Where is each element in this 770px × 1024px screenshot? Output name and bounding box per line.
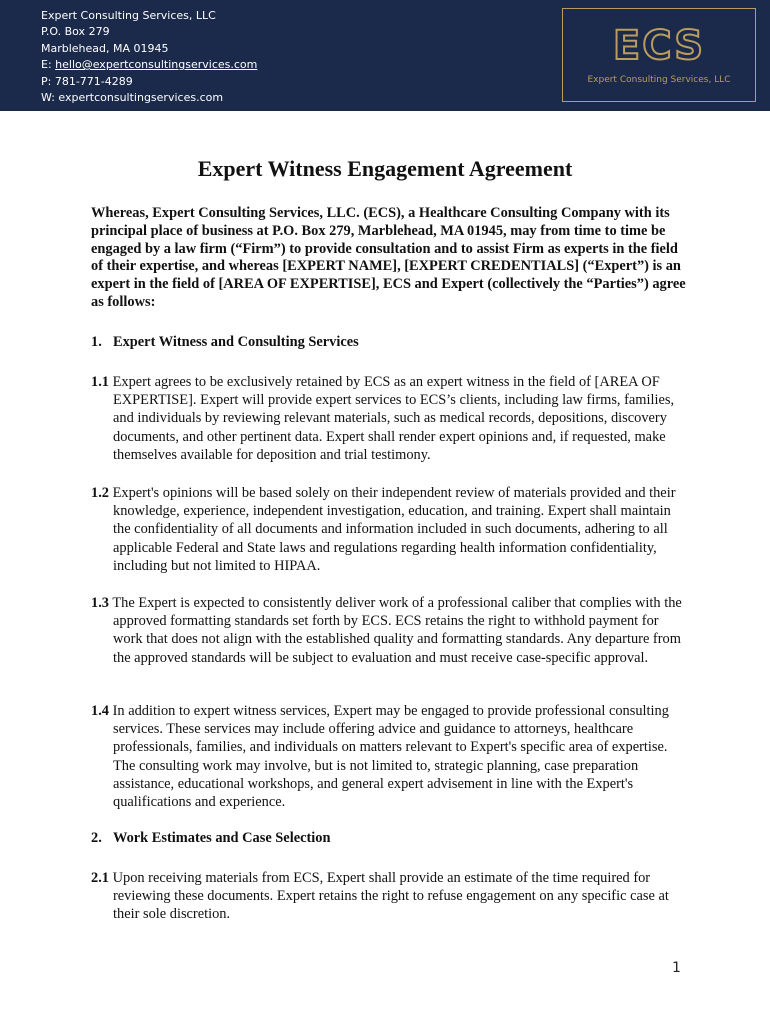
clause-1-3-text: The Expert is expected to consistently deliver work of a professional caliber that complies with the approved formatting standards set forth by ECS. ECS retains the right to withhold payment for work that does not align with the established quality and formatting standards. Any departure from the approved standards will be subject to evaluation and must receive case-specific approval.	[112, 595, 682, 666]
clause-1-1	[91, 373, 689, 464]
clause-1-1-text: Expert agrees to be exclusively retained by ECS as an expert witness in the field of [AREA OF EXPERTISE]. Expert will provide expert services to ECS’s clients, including law firms, families, and individuals by reviewing relevant materials, such as medical records, depositions, discovery documents, and other pertinent data. Expert shall render expert opinions and, if requested, make themselves available for deposition and trial testimony.	[112, 374, 675, 463]
po-box: P.O. Box 279	[41, 25, 110, 39]
section-1-title: Expert Witness and Consulting Services	[113, 334, 359, 350]
clause-1-4-text: In addition to expert witness services, Expert may be engaged to provide professional consulting services. These services may include offering advice and guidance to attorneys, healthcare professionals, families, and individuals on matters relevant to Expert's specific area of expertise. The consulting work may involve, but is not limited to, strategic planning, case preparation assistance, educational workshops, and general expert advisement in line with the Expert's qualifications and experience.	[112, 703, 669, 811]
section-2-number: 2.	[91, 830, 102, 846]
clause-1-4-number: 1.4	[91, 703, 109, 719]
section-2-heading	[91, 830, 330, 847]
email-line	[41, 57, 257, 73]
clause-2-1	[91, 869, 689, 924]
document-title: Expert Witness Engagement Agreement	[197, 156, 573, 181]
ecs-logo	[562, 8, 756, 102]
intro-paragraph: Whereas, Expert Consulting Services, LLC. (ECS), a Healthcare Consulting Company with its principal place of business at P.O. Box 279, Marblehead, MA 01945, may from time to time be engaged by a law firm (“Firm”) to provide consultation and to assist Firm as experts in the field of their expertise, and whereas [EXPERT NAME], [EXPERT CREDENTIALS] (“Expert”) is an expert in the field of [AREA OF EXPERTISE], ECS and Expert (collectively the “Parties”) agree as follows:	[91, 205, 686, 310]
phone-line: P: 781-771-4289	[41, 74, 133, 88]
letterhead-banner	[0, 0, 770, 111]
clause-1-2-number: 1.2	[91, 485, 109, 501]
section-2-title: Work Estimates and Case Selection	[113, 830, 331, 846]
section-1-heading	[91, 334, 359, 351]
company-name: Expert Consulting Services, LLC	[41, 9, 216, 22]
clause-1-3	[91, 594, 689, 667]
logo-subtitle: Expert Consulting Services, LLC	[587, 75, 731, 85]
clause-2-1-text: Upon receiving materials from ECS, Expert shall provide an estimate of the time required for reviewing these documents. Expert retains the right to refuse engagement on any specific case at their sole discretion.	[112, 870, 669, 923]
section-1-number: 1.	[91, 334, 102, 350]
clause-1-3-number: 1.3	[91, 595, 109, 611]
clause-1-2	[91, 484, 689, 575]
clause-1-1-number: 1.1	[91, 374, 109, 390]
page-number: 1	[672, 960, 681, 976]
contact-block	[41, 8, 257, 106]
email-prefix: E:	[41, 58, 56, 72]
clause-1-4	[91, 702, 689, 811]
website-line: W: expertconsultingservices.com	[41, 91, 224, 105]
email-link[interactable]: hello@expertconsultingservices.com	[55, 58, 258, 72]
logo-mark: ECS	[612, 23, 706, 69]
clause-2-1-number: 2.1	[91, 870, 109, 886]
city-state-zip: Marblehead, MA 01945	[41, 41, 169, 55]
clause-1-2-text: Expert's opinions will be based solely on their independent review of materials provided and their knowledge, experience, independent investigation, education, and training. Expert shall maintain the confidentiality of all documents and information included in such documents, adhering to all applicable Federal and State laws and regulations regarding health information confidentiality, including but not limited to HIPAA.	[112, 485, 676, 574]
